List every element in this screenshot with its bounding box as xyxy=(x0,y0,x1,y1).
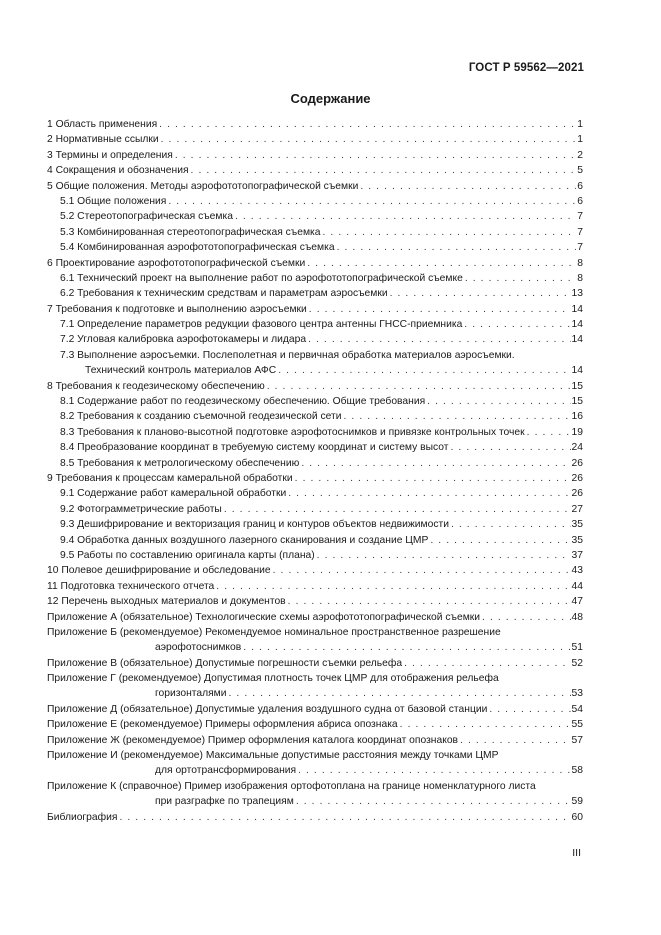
toc-entry[interactable] xyxy=(47,794,583,809)
toc-page-number: 15 xyxy=(571,396,583,408)
toc-entry-title: 5.4 Комбинированная аэрофототопографическая съемка xyxy=(60,242,335,254)
toc-entry-title: 6 Проектирование аэрофототопографической съемки xyxy=(47,257,306,269)
toc-entry-title: Приложение А (обязательное) Технологические схемы аэрофототопографической съемки xyxy=(47,611,481,623)
toc-page-number: 47 xyxy=(571,596,583,608)
standard-designation: ГОСТ Р 59562—2021 xyxy=(468,62,584,74)
toc-entry[interactable] xyxy=(47,440,583,455)
toc-page-number: 51 xyxy=(571,642,583,654)
toc-entry[interactable] xyxy=(47,717,583,732)
toc-entry-title: 9.5 Работы по составлению оригинала карты (плана) xyxy=(60,549,315,561)
toc-entry[interactable] xyxy=(47,548,583,563)
toc-entry-title: при разграфке по трапециям xyxy=(155,796,294,808)
toc-leader-dots xyxy=(235,209,576,224)
toc-leader-dots xyxy=(161,132,577,147)
toc-page-number: 5 xyxy=(577,165,583,177)
toc-entry-title: 7.1 Определение параметров редукции фазового центра антенны ГНСС-приемника xyxy=(60,319,463,331)
toc-entry[interactable] xyxy=(47,610,583,625)
toc-entry-title: 8.5 Требования к метрологическому обеспечению xyxy=(60,457,300,469)
toc-entry-title: 9.4 Обработка данных воздушного лазерного сканирования и создание ЦМР xyxy=(60,534,429,546)
toc-leader-dots xyxy=(301,456,570,471)
toc-entry[interactable] xyxy=(47,748,583,763)
toc-leader-dots xyxy=(390,286,571,301)
toc-entry-title: 6.1 Технический проект на выполнение работ по аэрофототопографической съемке xyxy=(60,272,463,284)
toc-page-number: 58 xyxy=(571,765,583,777)
toc-page-number: 53 xyxy=(571,688,583,700)
toc-page-number: 43 xyxy=(571,565,583,577)
toc-leader-dots xyxy=(527,425,571,440)
toc-leader-dots xyxy=(175,148,576,163)
toc-page-number: 15 xyxy=(571,380,583,392)
toc-entry[interactable] xyxy=(47,286,583,301)
toc-leader-dots xyxy=(460,733,571,748)
toc-entry-title: 3 Термины и определения xyxy=(47,149,173,161)
toc-page-number: 48 xyxy=(571,611,583,623)
toc-page-number: 7 xyxy=(577,211,583,223)
toc-entry[interactable] xyxy=(47,317,583,332)
toc-entry-title: 9.3 Дешифрирование и векторизация границ и контуров объектов недвижимости xyxy=(60,519,449,531)
toc-leader-dots xyxy=(307,256,576,271)
toc-page-number: 57 xyxy=(571,734,583,746)
toc-entry[interactable] xyxy=(47,502,583,517)
toc-page-number: 8 xyxy=(577,272,583,284)
toc-leader-dots xyxy=(451,517,571,532)
toc-page-number: 1 xyxy=(577,119,583,130)
toc-entry-title: Приложение Д (обязательное) Допустимые удаления воздушного судна от базовой станции xyxy=(47,703,488,715)
toc-leader-dots xyxy=(229,686,571,701)
toc-page-number: 8 xyxy=(577,257,583,269)
toc-entry[interactable] xyxy=(47,671,583,686)
toc-entry-title: Приложение К (справочное) Пример изображения ортофотоплана на границе номенклатурного листа xyxy=(47,780,536,792)
toc-leader-dots xyxy=(450,440,570,455)
toc-leader-dots xyxy=(288,594,571,609)
toc-entry-title: аэрофотоснимков xyxy=(155,642,242,654)
toc-entry[interactable] xyxy=(47,240,583,255)
toc-page-number: 14 xyxy=(571,319,583,331)
toc-entry[interactable] xyxy=(47,348,583,363)
toc-leader-dots xyxy=(168,194,576,209)
toc-entry[interactable] xyxy=(47,409,583,424)
toc-page-number: 55 xyxy=(571,719,583,731)
toc-leader-dots xyxy=(295,471,571,486)
toc-page-number: 52 xyxy=(571,657,583,669)
toc-leader-dots xyxy=(298,763,570,778)
toc-entry-title: Технический контроль материалов АФС xyxy=(85,365,277,377)
toc-leader-dots xyxy=(216,579,570,594)
toc-leader-dots xyxy=(430,533,570,548)
toc-page-number: 27 xyxy=(571,503,583,515)
toc-page-number: 7 xyxy=(577,226,583,238)
toc-entry-title: 7 Требования к подготовке и выполнению аэросъемки xyxy=(47,303,307,315)
toc-entry-title: Приложение Г (рекомендуемое) Допустимая плотность точек ЦМР для отображения рельефа xyxy=(47,673,499,685)
toc-page-number: 14 xyxy=(571,365,583,377)
toc-entry-title: Приложение Е (рекомендуемое) Примеры оформления абриса опознака xyxy=(47,719,398,731)
toc-leader-dots xyxy=(323,225,577,240)
toc-page-number: 24 xyxy=(571,442,583,454)
toc-leader-dots xyxy=(464,317,570,332)
toc-entry-title: 9 Требования к процессам камеральной обработки xyxy=(47,472,293,484)
toc-leader-dots xyxy=(309,302,571,317)
toc-entry[interactable] xyxy=(47,456,583,471)
toc-entry[interactable] xyxy=(47,332,583,347)
toc-page-number: 6 xyxy=(577,180,583,192)
toc-entry-title: 10 Полевое дешифрирование и обследование xyxy=(47,565,271,577)
toc-entry-title: Приложение В (обязательное) Допустимые погрешности съемки рельефа xyxy=(47,657,403,669)
toc-page-number: 14 xyxy=(571,334,583,346)
toc-entry[interactable] xyxy=(47,686,583,701)
toc-entry[interactable] xyxy=(47,163,583,178)
toc-entry-title: 9.1 Содержание работ камеральной обработки xyxy=(60,488,287,500)
toc-entry-title: 1 Область применения xyxy=(47,119,158,130)
toc-leader-dots xyxy=(308,332,570,347)
toc-leader-dots xyxy=(337,240,577,255)
toc-entry-title: горизонталями xyxy=(155,688,227,700)
toc-entry-title: 9.2 Фотограмметрические работы xyxy=(60,503,222,515)
toc-entry[interactable] xyxy=(47,517,583,532)
toc-entry[interactable] xyxy=(47,594,583,609)
toc-entry[interactable] xyxy=(47,302,583,317)
toc-leader-dots xyxy=(360,179,576,194)
toc-page-number: 16 xyxy=(571,411,583,423)
toc-leader-dots xyxy=(278,363,570,378)
toc-entry-title: 7.3 Выполнение аэросъемки. Послеполетная и первичная обработка материалов аэросъемки. xyxy=(60,349,515,361)
toc-page-number: 60 xyxy=(571,811,583,823)
toc-leader-dots xyxy=(482,610,570,625)
toc-entry[interactable] xyxy=(47,363,583,378)
toc-entry[interactable] xyxy=(47,625,583,640)
toc-page-number: 19 xyxy=(571,426,583,438)
toc-entry-title: 8.4 Преобразование координат в требуемую систему координат и систему высот xyxy=(60,442,449,454)
toc-entry-title: Приложение Б (рекомендуемое) Рекомендуемое номинальное пространственное разрешение xyxy=(47,626,501,638)
toc-leader-dots xyxy=(288,486,570,501)
table-of-contents xyxy=(47,117,583,825)
page-title: Содержание xyxy=(290,91,371,106)
toc-page-number: 13 xyxy=(571,288,583,300)
toc-entry-title: 5.1 Общие положения xyxy=(60,195,167,207)
toc-leader-dots xyxy=(317,548,571,563)
toc-entry[interactable] xyxy=(47,779,583,794)
toc-entry[interactable] xyxy=(47,148,583,163)
toc-leader-dots xyxy=(267,379,571,394)
toc-entry-title: 7.2 Угловая калибровка аэрофотокамеры и лидара xyxy=(60,334,307,346)
toc-entry[interactable] xyxy=(47,194,583,209)
toc-entry[interactable] xyxy=(47,271,583,286)
toc-entry-title: 2 Нормативные ссылки xyxy=(47,134,159,146)
toc-leader-dots xyxy=(400,717,571,732)
toc-page-number: 7 xyxy=(577,242,583,254)
toc-page-number: 26 xyxy=(571,472,583,484)
toc-entry[interactable] xyxy=(47,533,583,548)
toc-entry[interactable] xyxy=(47,656,583,671)
toc-entry[interactable] xyxy=(47,425,583,440)
toc-entry[interactable] xyxy=(47,209,583,224)
toc-entry[interactable] xyxy=(47,763,583,778)
toc-leader-dots xyxy=(224,502,571,517)
toc-entry-title: 8.1 Содержание работ по геодезическому обеспечению. Общие требования xyxy=(60,396,426,408)
toc-entry-title: 8 Требования к геодезическому обеспечению xyxy=(47,380,265,392)
toc-leader-dots xyxy=(296,794,571,809)
toc-entry-title: 6.2 Требования к техническим средствам и параметрам аэросъемки xyxy=(60,288,388,300)
toc-page-number: 2 xyxy=(577,149,583,161)
toc-leader-dots xyxy=(243,640,570,655)
toc-leader-dots xyxy=(489,702,570,717)
toc-entry-title: Приложение Ж (рекомендуемое) Пример оформления каталога координат опознаков xyxy=(47,734,459,746)
toc-entry[interactable] xyxy=(47,486,583,501)
toc-leader-dots xyxy=(404,656,570,671)
toc-entry[interactable] xyxy=(47,733,583,748)
toc-entry-title: 5.2 Стереотопографическая съемка xyxy=(60,211,233,223)
toc-page-number: 35 xyxy=(571,519,583,531)
toc-page-number: 35 xyxy=(571,534,583,546)
toc-entry[interactable] xyxy=(47,132,583,147)
toc-entry-title: 12 Перечень выходных материалов и документов xyxy=(47,596,286,608)
toc-page-number: 1 xyxy=(577,134,583,146)
toc-entry-title: для ортотрансформирования xyxy=(155,765,297,777)
toc-entry[interactable] xyxy=(47,179,583,194)
toc-entry[interactable] xyxy=(47,394,583,409)
toc-page-number: 26 xyxy=(571,488,583,500)
toc-leader-dots xyxy=(273,563,571,578)
toc-entry[interactable] xyxy=(47,563,583,578)
toc-page-number: 26 xyxy=(571,457,583,469)
toc-entry-title: 5 Общие положения. Методы аэрофототопографической съемки xyxy=(47,180,359,192)
toc-entry[interactable] xyxy=(47,702,583,717)
toc-leader-dots xyxy=(427,394,570,409)
toc-leader-dots xyxy=(159,117,576,132)
toc-page-number: 54 xyxy=(571,703,583,715)
toc-entry[interactable] xyxy=(47,471,583,486)
toc-leader-dots xyxy=(465,271,576,286)
toc-entry-title: 5.3 Комбинированная стереотопографическая съемка xyxy=(60,226,321,238)
toc-entry-title: 8.3 Требования к планово-высотной подготовке аэрофотоснимков и привязке контрольных точек xyxy=(60,426,525,438)
toc-leader-dots xyxy=(119,810,570,825)
toc-entry[interactable] xyxy=(47,256,583,271)
toc-entry-title: 4 Сокращения и обозначения xyxy=(47,165,189,177)
toc-leader-dots xyxy=(191,163,577,178)
toc-page-number: 59 xyxy=(571,796,583,808)
toc-entry-title: Приложение И (рекомендуемое) Максимальные допустимые расстояния между точками ЦМР xyxy=(47,750,499,762)
toc-entry-title: 8.2 Требования к созданию съемочной геодезической сети xyxy=(60,411,342,423)
toc-entry-title: 11 Подготовка технического отчета xyxy=(47,580,215,592)
toc-leader-dots xyxy=(344,409,571,424)
toc-page-number: 44 xyxy=(571,580,583,592)
toc-page-number: 14 xyxy=(571,303,583,315)
toc-entry[interactable] xyxy=(47,379,583,394)
toc-entry[interactable] xyxy=(47,579,583,594)
toc-entry[interactable] xyxy=(47,117,583,132)
toc-entry[interactable] xyxy=(47,640,583,655)
toc-entry[interactable] xyxy=(47,225,583,240)
toc-page-number: 37 xyxy=(571,549,583,561)
toc-entry[interactable] xyxy=(47,810,583,825)
page-number: III xyxy=(572,847,581,859)
toc-entry-title: Библиография xyxy=(47,811,118,823)
toc-page-number: 6 xyxy=(577,195,583,207)
